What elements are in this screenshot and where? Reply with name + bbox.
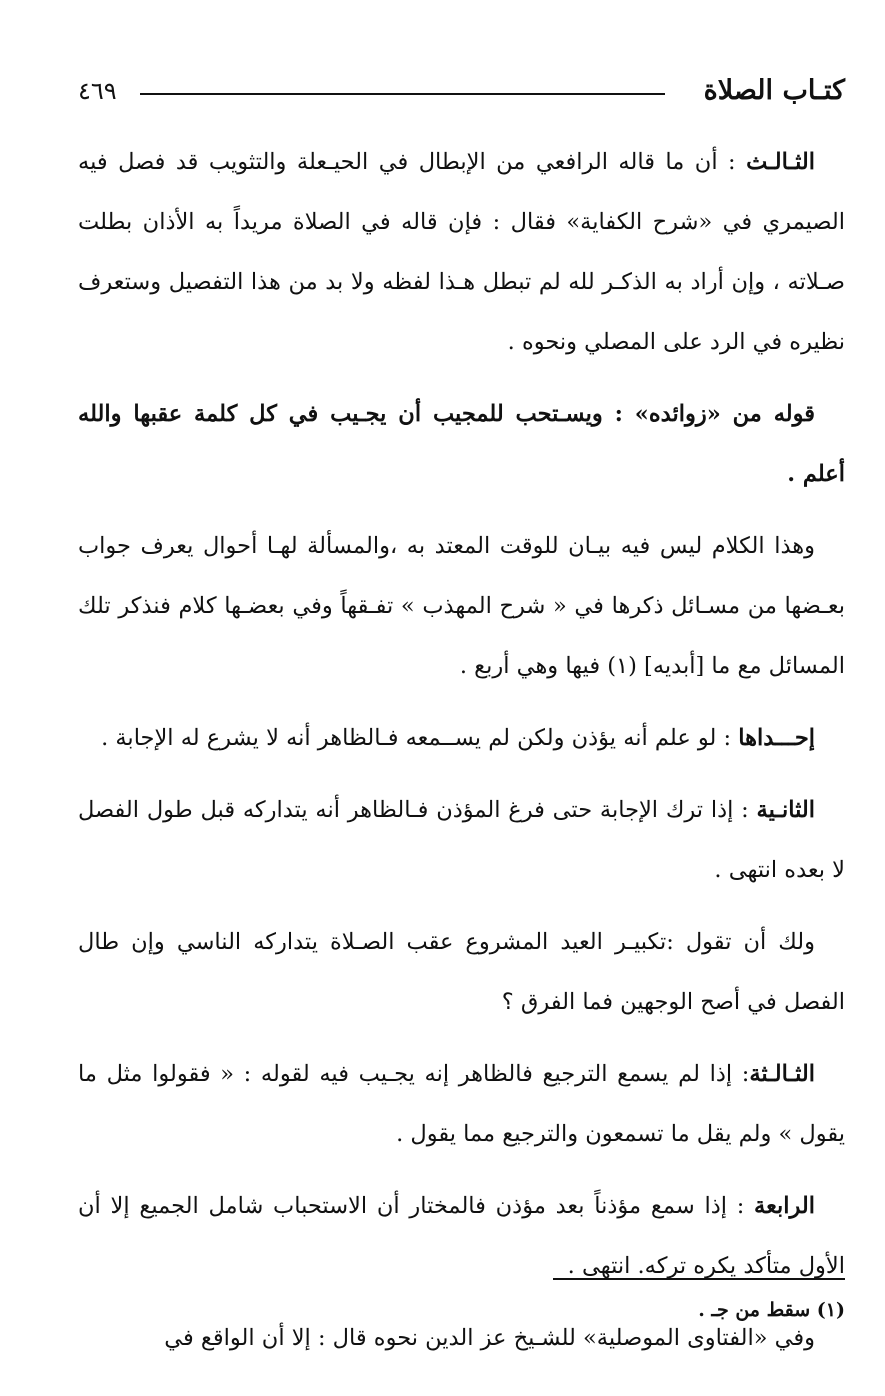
body-text — [78, 132, 845, 1380]
paragraph-text: : إذا سمع مؤذناً بعد مؤذن فالمختار أن الاستحباب شامل الجميع إلا أن الأول متأكد يكره تركه. انتهى . — [78, 1193, 845, 1279]
page-number: ٤٦٩ — [78, 77, 117, 105]
paragraph-objection — [78, 912, 845, 1032]
paragraph-lead: الثـالـثة — [749, 1061, 815, 1087]
paragraph-commentary — [78, 516, 845, 696]
paragraph-text: ولك أن تقول :تكبيـر العيد المشروع عقب الصـلاة يتداركه الناسي وإن طال الفصل في أصح الوجهين فما الفرق ؟ — [78, 929, 845, 1015]
paragraph-text: : إذا ترك الإجابة حتى فرغ المؤذن فـالظاهر أنه يتداركه قبل طول الفصل لا بعده انتهى . — [78, 797, 845, 883]
footnote-rule — [553, 1278, 845, 1280]
footnote: (١) سقط من جـ . — [698, 1299, 845, 1321]
paragraph-case-one — [78, 708, 845, 768]
paragraph-text: : إذا لم يسمع الترجيع فالظاهر إنه يجـيب فيه لقوله : « فقولوا مثل ما يقول » ولم يقل ما تسمعون والترجيع مما يقول . — [78, 1061, 845, 1147]
paragraph-text: قوله من «زوائده» : ويسـتحب للمجيب أن يجـيب في كل كلمة عقبها والله أعلم . — [78, 401, 845, 487]
paragraph-lead: الثـالـث — [746, 149, 815, 175]
paragraph-text: : أن ما قاله الرافعي من الإبطال في الحيـعلة والتثويب قد فصل فيه الصيمري في «شرح الكفاية» فقال : فإن قاله في الصلاة مريداً به الأذان بطلت صـلاته ، وإن أراد به الذكـر لله لم تبطل هـذا لفظه ولا بد من هذا التفصيل وستعرف نظيره في الرد على المصلي ونحوه . — [78, 149, 845, 355]
paragraph-text: وفي «الفتاوى الموصلية» للشـيخ عز الدين نحوه قال : إلا أن الواقع في — [164, 1325, 815, 1351]
paragraph-lead: إحـــداها — [738, 725, 815, 751]
paragraph-text: : لو علم أنه يؤذن ولكن لم يســمعه فـالظاهر أنه لا يشرع له الإجابة . — [101, 725, 739, 751]
paragraph-lead: الثانـية — [756, 797, 815, 823]
header-rule — [140, 93, 665, 95]
paragraph-text: وهذا الكلام ليس فيه بيـان للوقت المعتد به ،والمسألة لهـا أحوال يعرف جواب بعـضها من مسـائل ذكرها في « شرح المهذب » تفـقهاً وفي بعضـها كلام فنذكر تلك المسائل مع ما [أبديه] (١) فيها وهي أربع . — [78, 533, 845, 679]
chapter-title: كتـاب الصلاة — [703, 75, 845, 106]
paragraph-case-two — [78, 780, 845, 900]
paragraph-lead: الرابعة — [754, 1193, 815, 1219]
running-header — [78, 68, 845, 114]
paragraph-third-point — [78, 132, 845, 372]
paragraph-case-three — [78, 1044, 845, 1164]
paragraph-quote-zawaid — [78, 384, 845, 504]
